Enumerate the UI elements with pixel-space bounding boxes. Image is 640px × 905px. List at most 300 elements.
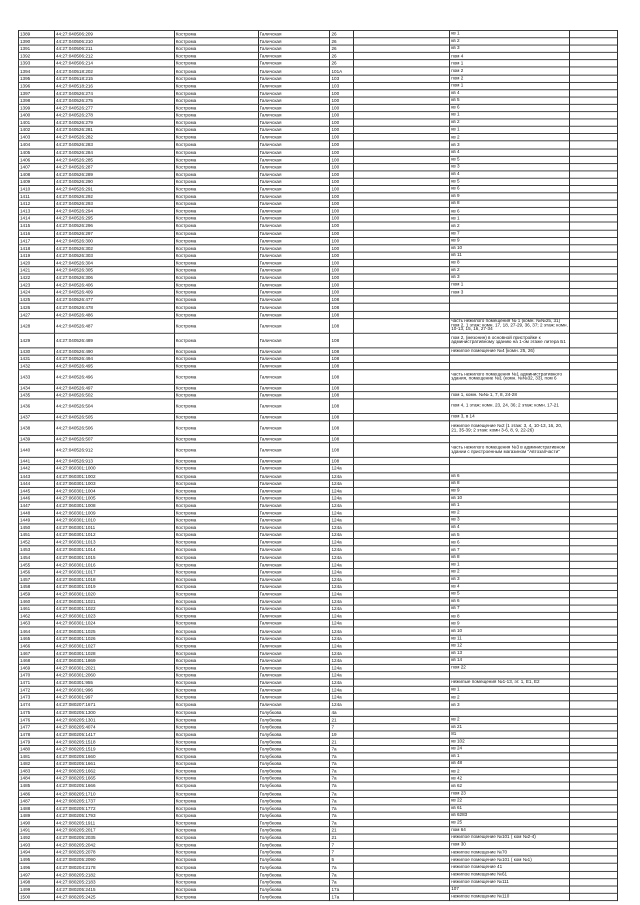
cell-row-number: 1436	[19, 399, 55, 414]
cell-house: 124а	[330, 531, 354, 538]
table-row	[19, 392, 618, 399]
table-row	[19, 495, 618, 502]
cell-street: Голубкова	[258, 856, 330, 863]
cell-premises: нежилое помещение №61	[450, 871, 570, 878]
table-row	[19, 819, 618, 826]
cell-row-number: 1456	[19, 568, 55, 575]
cell-city: Кострома	[174, 590, 258, 597]
cell-cadastral-number: 44:27:040526:281	[54, 126, 174, 133]
table-row	[19, 185, 618, 192]
table-row	[19, 546, 618, 553]
table-row	[19, 487, 618, 494]
cell-premises: пом 30	[450, 841, 570, 848]
table-row	[19, 38, 618, 45]
table-row	[19, 517, 618, 524]
cell-cadastral-number: 44:27:080205:1911	[54, 819, 174, 826]
cell-premises	[450, 458, 570, 465]
cell-premises: кв 1	[450, 561, 570, 568]
cell-premises	[450, 384, 570, 391]
cell-street: Галичская	[258, 598, 330, 605]
cell-building	[354, 834, 450, 841]
cell-city: Кострома	[174, 568, 258, 575]
cell-house: 103	[330, 82, 354, 89]
cell-row-number: 1492	[19, 834, 55, 841]
cell-street: Галичская	[258, 686, 330, 693]
cell-house: 124а	[330, 657, 354, 664]
cell-house: 100	[330, 163, 354, 170]
cell-city: Кострома	[174, 775, 258, 782]
cell-street: Галичская	[258, 679, 330, 686]
table-row	[19, 805, 618, 812]
cell-street: Голубкова	[258, 709, 330, 716]
cell-premises: кв 8	[450, 259, 570, 266]
cell-street: Галичская	[258, 75, 330, 82]
cell-house: 103	[330, 75, 354, 82]
cell-house: 21	[330, 827, 354, 834]
cell-city: Кострома	[174, 119, 258, 126]
cell-row-number: 1498	[19, 878, 55, 885]
cell-street: Галичская	[258, 267, 330, 274]
table-row	[19, 370, 618, 385]
cell-building	[354, 849, 450, 856]
cell-street: Галичская	[258, 362, 330, 369]
table-row	[19, 178, 618, 185]
cell-row-number: 1402	[19, 126, 55, 133]
cell-row-number: 1459	[19, 590, 55, 597]
cell-city: Кострома	[174, 259, 258, 266]
cell-row-number: 1482	[19, 760, 55, 767]
cell-cadastral-number: 44:27:040526:278	[54, 112, 174, 119]
cell-house: 26	[330, 45, 354, 52]
cell-cadastral-number: 44:27:040526:489	[54, 333, 174, 348]
cell-building	[354, 414, 450, 421]
cell-house: 100	[330, 112, 354, 119]
table-row	[19, 753, 618, 760]
table-row	[19, 141, 618, 148]
cell-street: Галичская	[258, 60, 330, 67]
cell-extra	[570, 738, 618, 745]
table-row	[19, 797, 618, 804]
cell-building	[354, 370, 450, 385]
cell-building	[354, 193, 450, 200]
cell-city: Кострома	[174, 414, 258, 421]
cell-building	[354, 753, 450, 760]
cell-premises: 107	[450, 886, 570, 893]
cell-premises: кв 4	[450, 171, 570, 178]
cell-building	[354, 657, 450, 664]
cell-street: Галичская	[258, 436, 330, 443]
cell-extra	[570, 679, 618, 686]
cell-house: 7а	[330, 775, 354, 782]
cell-cadastral-number: 44:27:080205:1772	[54, 805, 174, 812]
table-row	[19, 768, 618, 775]
cell-cadastral-number: 44:27:060301:1020	[54, 590, 174, 597]
cell-premises	[450, 311, 570, 318]
cell-street: Галичская	[258, 149, 330, 156]
cell-street: Галичская	[258, 502, 330, 509]
cell-cadastral-number: 44:27:060301:1018	[54, 576, 174, 583]
cell-street: Галичская	[258, 333, 330, 348]
cell-street: Голубкова	[258, 782, 330, 789]
cell-street: Галичская	[258, 664, 330, 671]
cell-city: Кострома	[174, 193, 258, 200]
cell-cadastral-number: 44:27:080205:1793	[54, 812, 174, 819]
cell-row-number: 1478	[19, 731, 55, 738]
cell-street: Галичская	[258, 701, 330, 708]
cell-premises: кв 7	[450, 230, 570, 237]
cell-extra	[570, 60, 618, 67]
cell-street: Галичская	[258, 237, 330, 244]
cell-building	[354, 716, 450, 723]
cell-city: Кострома	[174, 546, 258, 553]
cell-street: Галичская	[258, 509, 330, 516]
cell-house: 124а	[330, 635, 354, 642]
cell-row-number: 1403	[19, 134, 55, 141]
cell-street: Галичская	[258, 208, 330, 215]
cell-street: Галичская	[258, 259, 330, 266]
cell-extra	[570, 200, 618, 207]
cell-extra	[570, 171, 618, 178]
cell-house: 7а	[330, 819, 354, 826]
cell-row-number: 1414	[19, 215, 55, 222]
cell-premises: часть нежилого помещения №3 в административном здании с пристроенным магазином "Автозапчасти"	[450, 443, 570, 458]
cell-cadastral-number: 44:27:040526:506	[54, 421, 174, 436]
cell-row-number: 1450	[19, 524, 55, 531]
cell-extra	[570, 274, 618, 281]
cell-building	[354, 267, 450, 274]
cell-row-number: 1419	[19, 252, 55, 259]
cell-premises: кв 12	[450, 642, 570, 649]
cell-street: Галичская	[258, 134, 330, 141]
cell-cadastral-number: 44:27:060301:1023	[54, 613, 174, 620]
cell-building	[354, 38, 450, 45]
cell-city: Кострома	[174, 458, 258, 465]
cell-building	[354, 856, 450, 863]
cell-street: Галичская	[258, 67, 330, 74]
cell-street: Голубкова	[258, 812, 330, 819]
cell-house: 108	[330, 311, 354, 318]
cell-house: 100	[330, 119, 354, 126]
cell-city: Кострома	[174, 97, 258, 104]
cell-house: 7а	[330, 878, 354, 885]
cell-street: Галичская	[258, 517, 330, 524]
cell-street: Галичская	[258, 657, 330, 664]
cell-row-number: 1401	[19, 119, 55, 126]
cell-premises: кв 2	[450, 568, 570, 575]
cell-building	[354, 495, 450, 502]
cell-street: Голубкова	[258, 731, 330, 738]
cell-row-number: 1442	[19, 465, 55, 472]
cell-row-number: 1392	[19, 53, 55, 60]
cell-street: Галичская	[258, 465, 330, 472]
cell-street: Галичская	[258, 53, 330, 60]
cell-city: Кострома	[174, 38, 258, 45]
cell-cadastral-number: 44:27:080205:2425	[54, 893, 174, 900]
cell-premises: кв 22	[450, 797, 570, 804]
cell-street: Голубкова	[258, 819, 330, 826]
cell-extra	[570, 245, 618, 252]
table-row	[19, 443, 618, 458]
cell-street: Галичская	[258, 126, 330, 133]
cell-row-number: 1476	[19, 716, 55, 723]
cell-cadastral-number: 44:27:080205:2090	[54, 856, 174, 863]
cell-row-number: 1438	[19, 421, 55, 436]
cell-house: 21	[330, 716, 354, 723]
cell-row-number: 1417	[19, 237, 55, 244]
cell-premises	[450, 436, 570, 443]
cell-building	[354, 304, 450, 311]
cell-building	[354, 760, 450, 767]
cell-premises: кв 3	[450, 274, 570, 281]
cell-premises: кв 8	[450, 613, 570, 620]
cell-building	[354, 487, 450, 494]
cell-house: 100	[330, 215, 354, 222]
cell-cadastral-number: 44:27:040526:487	[54, 318, 174, 333]
cell-house: 100	[330, 193, 354, 200]
cell-extra	[570, 318, 618, 333]
cell-extra	[570, 163, 618, 170]
cell-street: Галичская	[258, 392, 330, 399]
cell-extra	[570, 878, 618, 885]
cell-street: Галичская	[258, 546, 330, 553]
table-row	[19, 67, 618, 74]
cell-city: Кострома	[174, 90, 258, 97]
cell-street: Галичская	[258, 245, 330, 252]
cell-row-number: 1493	[19, 841, 55, 848]
cell-building	[354, 893, 450, 900]
cell-building	[354, 576, 450, 583]
cell-city: Кострома	[174, 664, 258, 671]
cell-extra	[570, 546, 618, 553]
table-row	[19, 119, 618, 126]
table-row	[19, 304, 618, 311]
table-row	[19, 355, 618, 362]
cell-building	[354, 126, 450, 133]
cell-premises: кв 25	[450, 819, 570, 826]
cell-extra	[570, 871, 618, 878]
cell-city: Кострома	[174, 104, 258, 111]
table-row	[19, 171, 618, 178]
cell-row-number: 1409	[19, 178, 55, 185]
cell-cadastral-number: 44:27:040526:285	[54, 156, 174, 163]
cell-street: Голубкова	[258, 805, 330, 812]
cell-row-number: 1404	[19, 141, 55, 148]
cell-premises: кв 6	[450, 185, 570, 192]
table-row	[19, 590, 618, 597]
cell-premises: пом 64	[450, 827, 570, 834]
cell-cadastral-number: 44:27:040526:478	[54, 304, 174, 311]
cell-building	[354, 237, 450, 244]
cell-premises	[450, 296, 570, 303]
cell-extra	[570, 886, 618, 893]
cell-street: Галичская	[258, 185, 330, 192]
cell-premises: кв 3	[450, 517, 570, 524]
cell-extra	[570, 149, 618, 156]
cell-extra	[570, 355, 618, 362]
cell-premises: кв 10	[450, 495, 570, 502]
cell-building	[354, 67, 450, 74]
cell-row-number: 1422	[19, 274, 55, 281]
table-row	[19, 864, 618, 871]
cell-city: Кострома	[174, 281, 258, 288]
cell-house: 4а	[330, 709, 354, 716]
cell-row-number: 1447	[19, 502, 55, 509]
cell-row-number: 1405	[19, 149, 55, 156]
cell-house: 124а	[330, 605, 354, 612]
cell-extra	[570, 399, 618, 414]
cell-premises: кв 2	[450, 134, 570, 141]
cell-house: 124а	[330, 568, 354, 575]
cell-building	[354, 156, 450, 163]
cell-extra	[570, 392, 618, 399]
cell-cadastral-number: 44:27:060301:1004	[54, 487, 174, 494]
table-row	[19, 709, 618, 716]
cell-house: 124а	[330, 620, 354, 627]
cell-street: Галичская	[258, 200, 330, 207]
cell-row-number: 1393	[19, 60, 55, 67]
table-row	[19, 222, 618, 229]
cell-row-number: 1426	[19, 304, 55, 311]
cell-city: Кострома	[174, 731, 258, 738]
cell-house: 7а	[330, 746, 354, 753]
cell-street: Галичская	[258, 480, 330, 487]
cell-extra	[570, 443, 618, 458]
cell-cadastral-number: 44:27:040526:305	[54, 267, 174, 274]
cell-street: Галичская	[258, 90, 330, 97]
cell-extra	[570, 531, 618, 538]
cell-row-number: 1435	[19, 392, 55, 399]
cell-building	[354, 620, 450, 627]
cell-premises: кв 6	[450, 208, 570, 215]
cell-row-number: 1487	[19, 797, 55, 804]
cell-street: Галичская	[258, 561, 330, 568]
cell-row-number: 1418	[19, 245, 55, 252]
cell-street: Галичская	[258, 531, 330, 538]
table-row	[19, 193, 618, 200]
cell-street: Голубкова	[258, 871, 330, 878]
table-row	[19, 112, 618, 119]
cell-city: Кострома	[174, 163, 258, 170]
cell-building	[354, 642, 450, 649]
table-row	[19, 827, 618, 834]
table-row	[19, 849, 618, 856]
cell-cadastral-number: 44:27:080205:1737	[54, 797, 174, 804]
cell-building	[354, 252, 450, 259]
table-row	[19, 421, 618, 436]
cell-cadastral-number: 44:27:060301:1021	[54, 598, 174, 605]
cell-premises: нежилое помещение 41	[450, 864, 570, 871]
cell-extra	[570, 620, 618, 627]
cell-row-number: 1464	[19, 627, 55, 634]
cell-street: Галичская	[258, 222, 330, 229]
cell-premises: кв 2	[450, 38, 570, 45]
cell-city: Кострома	[174, 849, 258, 856]
cell-city: Кострома	[174, 576, 258, 583]
cell-city: Кострома	[174, 252, 258, 259]
cell-row-number: 1469	[19, 664, 55, 671]
cell-street: Галичская	[258, 524, 330, 531]
table-row	[19, 259, 618, 266]
cell-building	[354, 768, 450, 775]
cell-street: Галичская	[258, 141, 330, 148]
cell-row-number: 1395	[19, 75, 55, 82]
cell-row-number: 1413	[19, 208, 55, 215]
cell-house: 100	[330, 178, 354, 185]
cell-cadastral-number: 44:27:080205:2078	[54, 849, 174, 856]
cell-city: Кострома	[174, 465, 258, 472]
cell-building	[354, 318, 450, 333]
cell-extra	[570, 480, 618, 487]
cell-house: 7а	[330, 768, 354, 775]
table-row	[19, 834, 618, 841]
cell-house: 7а	[330, 797, 354, 804]
cell-row-number: 1463	[19, 620, 55, 627]
cell-premises: кв 62	[450, 782, 570, 789]
cell-cadastral-number: 44:27:040526:294	[54, 208, 174, 215]
table-row	[19, 856, 618, 863]
cell-building	[354, 797, 450, 804]
cell-cadastral-number: 44:27:040526:297	[54, 230, 174, 237]
cell-premises: пом 1	[450, 281, 570, 288]
cell-building	[354, 598, 450, 605]
cell-row-number: 1416	[19, 230, 55, 237]
cell-building	[354, 215, 450, 222]
cell-cadastral-number: 44:27:040526:507	[54, 436, 174, 443]
cell-premises: кв 4	[450, 149, 570, 156]
cell-extra	[570, 156, 618, 163]
cell-row-number: 1458	[19, 583, 55, 590]
cell-house: 108	[330, 333, 354, 348]
cell-house: 124а	[330, 672, 354, 679]
cell-extra	[570, 222, 618, 229]
cell-house: 124а	[330, 539, 354, 546]
cell-premises	[450, 672, 570, 679]
cell-building	[354, 472, 450, 479]
cell-street: Галичская	[258, 348, 330, 355]
cell-house: 108	[330, 458, 354, 465]
table-row	[19, 274, 618, 281]
cell-premises: кв 1	[450, 126, 570, 133]
cell-row-number: 1467	[19, 650, 55, 657]
table-row	[19, 30, 618, 37]
cell-building	[354, 827, 450, 834]
cell-city: Кострома	[174, 790, 258, 797]
cell-house: 108	[330, 414, 354, 421]
cell-house: 100	[330, 90, 354, 97]
cell-extra	[570, 694, 618, 701]
cell-street: Галичская	[258, 171, 330, 178]
cell-city: Кострома	[174, 53, 258, 60]
table-row	[19, 436, 618, 443]
cell-extra	[570, 568, 618, 575]
cell-street: Галичская	[258, 289, 330, 296]
cell-extra	[570, 465, 618, 472]
cell-city: Кострома	[174, 304, 258, 311]
cell-cadastral-number: 44:27:040526:283	[54, 141, 174, 148]
cell-house: 124а	[330, 524, 354, 531]
table-row	[19, 583, 618, 590]
table-row	[19, 252, 618, 259]
cell-extra	[570, 333, 618, 348]
cell-city: Кострома	[174, 333, 258, 348]
cell-extra	[570, 502, 618, 509]
cell-house: 124а	[330, 561, 354, 568]
cell-extra	[570, 864, 618, 871]
cell-street: Галичская	[258, 568, 330, 575]
cell-row-number: 1412	[19, 200, 55, 207]
cell-premises: кв 7	[450, 605, 570, 612]
cell-cadastral-number: 44:27:040526:486	[54, 311, 174, 318]
